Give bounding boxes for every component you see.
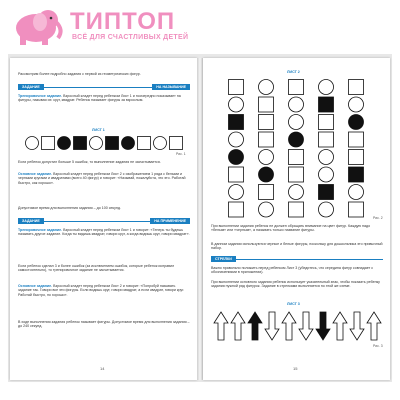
brand-tagline: ВСЁ ДЛЯ СЧАСТЛИВЫХ ДЕТЕЙ — [72, 34, 189, 41]
white-circle — [229, 185, 244, 200]
white-circle — [289, 115, 304, 130]
white-circle — [319, 150, 334, 165]
white-circle — [289, 97, 304, 112]
main2-label: Основное задание. — [18, 284, 53, 288]
white-square — [289, 167, 304, 182]
white-circle — [229, 97, 244, 112]
main-task-label: Основное задание. — [18, 172, 53, 176]
white-square — [289, 80, 304, 95]
black-square — [319, 185, 334, 200]
white-circle — [319, 167, 334, 182]
white-square — [289, 202, 304, 217]
white-square — [259, 185, 274, 200]
section-left-label: ЗАДАНИЕ — [18, 84, 44, 90]
white-circle — [259, 150, 274, 165]
section-bar-application — [18, 218, 190, 224]
main-task-text: Взрослый кладет перед ребенком Лист 2 с изображением 1 ряда с белыми и черными кругами и квадратами (всего 40 фигур) и говорит: «Называй, пожалуйста, что это. Работай быстро, как хорошо». — [18, 172, 186, 185]
white-square — [229, 167, 244, 182]
section-right-label: НА ПРИМЕНЕНИЕ — [150, 218, 190, 224]
page-number-right: 15 — [293, 366, 298, 371]
black-square — [319, 97, 334, 112]
white-arrow-up-icon — [214, 312, 228, 340]
main2-text: Взрослый кладет перед ребенком Лист 2 и говорит: «Попробуй называть задание так. Говори все эти фигуры. Если видишь круг, говори квадрат, а если квадрат, говори круг. Работай быстро, но хорошо». — [18, 284, 185, 297]
white-square — [259, 115, 274, 130]
sheet2-caption: ЛИСТ 2 — [287, 70, 300, 74]
training-text: Взрослый кладет перед ребенком Лист 1 и поочередно показывает на фигуры, называя их: круг, квадрат. Ребенок называет фигуры за взрослым. — [18, 94, 181, 103]
section-right-label: НА НАЗЫВАНИЕ — [152, 84, 190, 90]
black-circle — [229, 150, 244, 165]
black-square — [74, 137, 87, 150]
white-arrow-up-icon — [333, 312, 347, 340]
sheet3-arrows — [211, 310, 383, 344]
figure-3-label: Рис. 3 — [373, 344, 383, 348]
white-circle — [289, 185, 304, 200]
white-arrow-up-icon — [231, 312, 245, 340]
white-arrow-down-icon — [350, 312, 364, 340]
white-circle — [319, 202, 334, 217]
black-circle — [58, 137, 71, 150]
black-circle — [289, 132, 304, 147]
training-label: Тренировочное задание. — [18, 94, 63, 98]
brand-name: ТИПТОП — [70, 8, 176, 35]
figure-2-label: Рис. 2 — [373, 216, 383, 220]
training2-text: Взрослый кладет перед ребенком Лист 1 и говорит: «Теперь ты будешь называть другое задание. Когда ты видишь квадрат, говори круг, а когда видишь круг, говори квадрат». — [18, 228, 190, 237]
white-square — [349, 150, 364, 165]
training-paragraph — [18, 94, 190, 103]
right-paragraph-1: При выполнении задания ребенок не должен обращать внимание на цвет фигур. Каждую надо «белым» или «черным», а называть только название фигуры. — [211, 224, 371, 233]
section-left-label: ЗАДАНИЕ — [18, 218, 44, 224]
main-task-paragraph — [18, 172, 190, 185]
white-circle — [229, 132, 244, 147]
black-square — [349, 167, 364, 182]
white-circle — [26, 137, 39, 150]
white-square — [42, 137, 55, 150]
white-circle — [90, 137, 103, 150]
after-figure-text: Если ребенок допустил больше 5 ошибок, то выполнение задания не засчитывается. — [18, 160, 161, 164]
white-square — [229, 202, 244, 217]
black-circle — [259, 167, 274, 182]
white-square — [349, 132, 364, 147]
white-arrow-down-icon — [299, 312, 313, 340]
training2-label: Тренировочное задание. — [18, 228, 63, 232]
white-circle — [259, 80, 274, 95]
sheet2-grid — [221, 78, 371, 218]
white-square — [349, 80, 364, 95]
black-square — [229, 115, 244, 130]
left-page — [10, 58, 197, 380]
white-circle — [259, 202, 274, 217]
black-arrow-down-icon — [316, 312, 330, 340]
white-square — [170, 137, 183, 150]
right-paragraph-4: При выполнении основного задания ребенок использует указательный знак, чтобы показать ребенку задания нужной ряд фигурок. Задание в стрелками выполняется по этой же схеме. — [211, 280, 380, 289]
black-circle — [122, 137, 135, 150]
white-square — [349, 202, 364, 217]
white-arrow-up-icon — [367, 312, 381, 340]
page-number-left: 14 — [100, 366, 105, 371]
right-paragraph-3: Важно правильно положить перед ребенком Лист 3 (убедитесь, что середина фигур совпадает с обозначениями в приложении). — [211, 266, 374, 275]
tail-paragraph: В ходе выполнения задания ребенок называет фигуры. Допустимое время для выполнения задания – до 240 секунд. — [18, 320, 190, 329]
brand-logo[interactable] — [8, 4, 218, 46]
white-circle — [349, 97, 364, 112]
white-circle — [349, 185, 364, 200]
training2-paragraph — [18, 228, 190, 237]
section-left-label: СТРЕЛКИ — [211, 256, 236, 262]
white-circle — [319, 80, 334, 95]
section-bar-arrows — [211, 256, 383, 262]
sheet3-caption: ЛИСТ 3 — [287, 302, 300, 306]
sheet1-figures — [18, 134, 190, 154]
black-arrow-up-icon — [248, 312, 262, 340]
time-limit-text: Допустимое время для выполнения задания – до 100 секунд. — [18, 206, 121, 210]
right-page — [203, 58, 390, 380]
black-circle — [349, 115, 364, 130]
white-square — [259, 97, 274, 112]
sheet1-caption: ЛИСТ 1 — [92, 128, 105, 132]
section-bar-naming — [18, 84, 190, 90]
white-square — [229, 80, 244, 95]
white-square — [289, 150, 304, 165]
white-square — [319, 132, 334, 147]
white-square — [259, 132, 274, 147]
elephant-icon — [8, 4, 64, 46]
white-circle — [154, 137, 167, 150]
black-square — [106, 137, 119, 150]
white-square — [319, 115, 334, 130]
figure-1-label: Рис. 1 — [176, 152, 186, 156]
errors-paragraph: Если ребенок сделал 3 и более ошибок (за исключением ошибок, которые ребенок исправил самостоятельно), то тренировочное задание не засчитывается. — [18, 264, 175, 273]
right-paragraph-2: В данном задании используются черные и белые фигуры, поскольку для дошкольника это привычный набор. — [211, 242, 383, 251]
main2-paragraph — [18, 284, 190, 297]
white-square — [138, 137, 151, 150]
white-arrow-down-icon — [265, 312, 279, 340]
white-arrow-up-icon — [282, 312, 296, 340]
intro-text: Рассмотрим более подробно задания с первой из геометрических фигур. — [18, 72, 141, 76]
